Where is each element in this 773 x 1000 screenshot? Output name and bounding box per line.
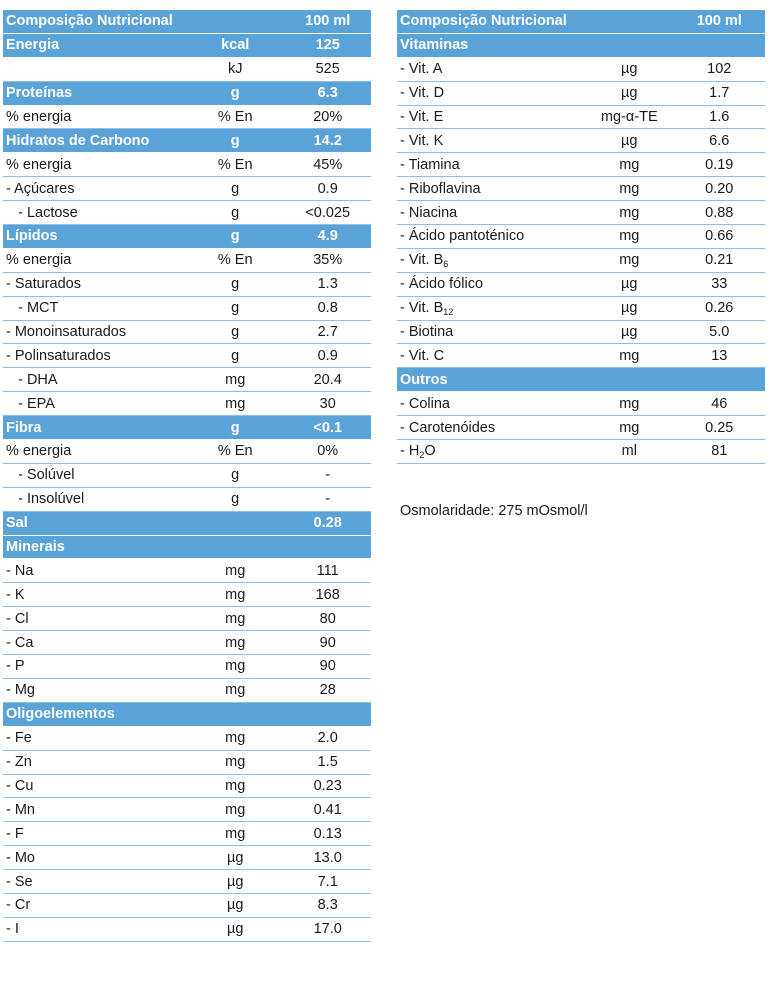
value-cell: 100 ml: [696, 13, 742, 30]
value-cell: 90: [319, 658, 336, 675]
unit-cell: mg: [225, 634, 246, 651]
value-cell: 20.4: [313, 371, 342, 388]
label-text: % energia: [6, 443, 72, 460]
value-cell: 1.3: [317, 276, 338, 293]
unit-cell: µg: [621, 132, 638, 149]
nutrient-label: [3, 802, 186, 818]
unit-cell: mg-α-TE: [600, 109, 658, 125]
value-cell: 1.5: [317, 754, 338, 771]
value-cell: 0.88: [705, 204, 734, 221]
label-text: - EPA: [6, 395, 55, 412]
label-text: - Tiamina: [400, 156, 460, 173]
value-cell: 168: [315, 586, 340, 603]
value-cell: 0.23: [313, 777, 342, 794]
nutrient-label: [3, 85, 186, 101]
table-row-acido-pantotenico: [397, 225, 765, 249]
value-cell: 0.13: [313, 825, 342, 842]
value-cell: 0.25: [705, 419, 734, 436]
label-text: - Vit. C: [400, 347, 445, 364]
table-row-dha: [3, 368, 371, 392]
label-text: - Cr: [6, 897, 31, 914]
unit-cell: µg: [621, 61, 638, 78]
nutrient-label: [3, 515, 186, 531]
table-row-carotenoides: [397, 416, 765, 440]
table-row-energia: [3, 153, 371, 177]
nutrient-label: [3, 420, 186, 436]
nutrient-label: [3, 276, 186, 292]
label-text: - I: [6, 921, 19, 938]
label-text: - Na: [6, 562, 34, 579]
unit-cell: mg: [225, 754, 246, 771]
value-cell: 8.3: [317, 897, 338, 914]
table-row-vit-e: [397, 106, 765, 130]
value-cell: 100 ml: [305, 13, 351, 30]
table-row-h2: [397, 440, 765, 464]
unit-cell: % En: [217, 156, 253, 173]
value-cell: 80: [319, 610, 336, 627]
label-text: Composição Nutricional: [400, 13, 567, 30]
value-cell: 0.9: [317, 180, 338, 197]
table-row-insoluvel: [3, 488, 371, 512]
value-cell: 102: [707, 61, 732, 78]
nutrient-label: [397, 85, 585, 101]
value-cell: 13: [711, 347, 728, 364]
right-nutrition-table: [397, 10, 765, 464]
label-text: - Vit. B: [400, 300, 444, 317]
unit-cell: µg: [226, 897, 244, 914]
unit-cell: mg: [225, 730, 246, 747]
label-text: - Lactose: [6, 204, 78, 221]
nutrient-label: [3, 205, 186, 221]
value-cell: 0.28: [313, 515, 342, 532]
unit-cell: µg: [621, 276, 638, 293]
unit-cell: mg: [619, 395, 640, 412]
label-text: - DHA: [6, 371, 58, 388]
label-text: - Solúvel: [6, 467, 75, 484]
unit-cell: g: [230, 85, 240, 102]
table-row-mct: [3, 297, 371, 321]
label-text-suffix: O: [424, 443, 436, 460]
value-cell: 0.20: [705, 180, 734, 197]
unit-cell: mg: [225, 825, 246, 842]
nutrient-label: [397, 252, 585, 268]
table-row-niacina: [397, 201, 765, 225]
table-row-energia: [3, 440, 371, 464]
label-text: - Vit. B: [400, 252, 444, 269]
table-row-ca: [3, 631, 371, 655]
label-text: - Se: [6, 873, 33, 890]
nutrient-label: [397, 181, 585, 197]
nutrient-label: [3, 300, 186, 316]
value-cell: -: [325, 467, 331, 484]
unit-cell: g: [230, 132, 240, 149]
unit-cell: mg: [225, 562, 246, 579]
unit-cell: kJ: [227, 61, 243, 78]
value-cell: 2.7: [317, 324, 338, 341]
table-row-riboflavina: [397, 177, 765, 201]
label-text: % energia: [6, 156, 72, 173]
table-row-cu: [3, 775, 371, 799]
nutrient-label: [397, 348, 585, 364]
nutrient-label: [397, 37, 585, 53]
unit-cell: mg: [619, 419, 640, 436]
nutrient-label: [3, 491, 186, 507]
section-row-proteinas: [3, 82, 371, 106]
nutrient-label: [397, 157, 585, 173]
label-text: - Niacina: [400, 204, 458, 221]
label-text: % energia: [6, 252, 72, 269]
table-header: [397, 10, 765, 34]
label-text: Minerais: [6, 539, 65, 556]
value-cell: 0%: [317, 443, 339, 460]
nutrient-label: [397, 420, 585, 436]
value-cell: 6.3: [317, 85, 338, 102]
label-text: - H: [400, 443, 420, 460]
nutrient-label: [3, 348, 186, 364]
nutrient-label: [3, 658, 186, 674]
table-row-tiamina: [397, 153, 765, 177]
nutrient-label: [3, 443, 186, 459]
label-text: - Zn: [6, 754, 32, 771]
nutrient-label: [3, 874, 186, 890]
unit-cell: µg: [621, 300, 638, 317]
unit-cell: g: [231, 180, 240, 197]
unit-cell: mg: [619, 156, 640, 173]
label-text: Energia: [6, 37, 60, 54]
nutrient-label: [397, 205, 585, 221]
nutrient-label: [397, 396, 585, 412]
label-text: - Riboflavina: [400, 180, 481, 197]
label-text: - Cl: [6, 610, 29, 627]
value-cell: 5.0: [709, 324, 730, 341]
table-row-vit-d: [397, 82, 765, 106]
label-text: - Saturados: [6, 276, 81, 293]
section-row-vitaminas: [397, 34, 765, 58]
unit-cell: mg: [225, 801, 246, 818]
subscript: 12: [443, 307, 454, 318]
table-row-epa: [3, 392, 371, 416]
value-cell: 4.9: [317, 228, 338, 245]
value-cell: 28: [319, 682, 336, 699]
unit-cell: % En: [217, 252, 253, 269]
table-row-biotina: [397, 321, 765, 345]
table-row-cl: [3, 607, 371, 631]
table-row-vit-b12: [397, 297, 765, 321]
label-text: - MCT: [6, 300, 59, 317]
unit-cell: mg: [225, 586, 246, 603]
label-text: - Fe: [6, 730, 32, 747]
table-row-na: [3, 559, 371, 583]
label-text: - Açúcares: [6, 180, 75, 197]
section-row-outros: [397, 368, 765, 392]
nutrient-label: [3, 157, 186, 173]
table-row-soluvel: [3, 464, 371, 488]
nutrient-label: [397, 13, 585, 29]
label-text: - Vit. E: [400, 109, 444, 125]
nutrient-label: [397, 133, 585, 149]
nutrient-label: [3, 228, 186, 244]
table-row-acucares: [3, 177, 371, 201]
label-text: - Vit. D: [400, 85, 445, 102]
label-text: - Ca: [6, 634, 34, 651]
table-row-acido-folico: [397, 273, 765, 297]
osmolarity-note: Osmolaridade: 275 mOsmol/l: [400, 503, 588, 519]
table-row-energia: [3, 106, 371, 130]
value-cell: 0.41: [313, 801, 342, 818]
value-cell: 1.6: [709, 109, 730, 125]
nutrient-label: [3, 921, 186, 937]
unit-cell: ml: [621, 443, 637, 460]
section-row-fibra: [3, 416, 371, 440]
nutrient-label: [3, 13, 186, 29]
unit-cell: mg: [225, 658, 246, 675]
unit-cell: mg: [225, 371, 246, 388]
value-cell: 525: [315, 61, 340, 78]
unit-cell: g: [231, 276, 240, 293]
unit-cell: mg: [225, 395, 246, 412]
label-text: Lípidos: [6, 228, 58, 245]
unit-cell: % En: [217, 443, 253, 460]
label-text: % energia: [6, 109, 72, 125]
value-cell: 0.9: [317, 347, 338, 364]
nutrient-label: [3, 109, 186, 125]
section-row-sal: [3, 512, 371, 536]
nutrient-label: [3, 181, 186, 197]
nutrient-label: [3, 252, 186, 268]
nutrient-label: [3, 850, 186, 866]
label-text: - Colina: [400, 395, 450, 412]
label-text: - Mg: [6, 682, 35, 699]
value-cell: 33: [711, 276, 728, 293]
value-cell: 0.21: [705, 252, 734, 269]
nutrient-label: [3, 37, 186, 53]
label-text: - Mo: [6, 849, 35, 866]
value-cell: 30: [319, 395, 336, 412]
nutrient-label: [397, 372, 585, 388]
section-row-energia: [3, 34, 371, 58]
unit-cell: g: [230, 228, 240, 245]
value-cell: 125: [315, 37, 340, 54]
value-cell: <0.1: [313, 419, 343, 436]
label-text: - Insolúvel: [6, 491, 85, 508]
table-header: [3, 10, 371, 34]
section-row-minerais: [3, 536, 371, 560]
label-text: Fibra: [6, 419, 42, 436]
unit-cell: mg: [619, 252, 640, 269]
value-cell: 0.66: [705, 228, 734, 245]
nutrient-label: [3, 467, 186, 483]
table-row-mn: [3, 798, 371, 822]
value-cell: 1.7: [709, 85, 730, 102]
label-text: - F: [6, 825, 24, 842]
value-cell: 90: [319, 634, 336, 651]
table-row-polinsaturados: [3, 344, 371, 368]
nutrient-label: [3, 539, 186, 555]
table-row-f: [3, 822, 371, 846]
value-cell: 6.6: [709, 132, 730, 149]
table-row-energia: [3, 249, 371, 273]
nutrient-label: [397, 443, 585, 459]
nutrient-label: [3, 635, 186, 651]
nutrient-label: [397, 276, 585, 292]
value-cell: 14.2: [313, 132, 342, 149]
label-text: - K: [6, 586, 25, 603]
label-text: Hidratos de Carbono: [6, 132, 150, 149]
unit-cell: % En: [217, 109, 253, 125]
table-row-mg: [3, 679, 371, 703]
unit-cell: g: [231, 491, 240, 508]
table-row-vit-a: [397, 58, 765, 82]
value-cell: 2.0: [317, 730, 338, 747]
value-cell: 81: [711, 443, 728, 460]
label-text: - Mn: [6, 801, 35, 818]
label-text: Vitaminas: [400, 37, 469, 54]
value-cell: 20%: [313, 109, 343, 125]
table-row-cr: [3, 894, 371, 918]
label-text: - Vit. K: [400, 132, 444, 149]
nutrient-label: [397, 324, 585, 340]
label-text: - Ácido fólico: [400, 276, 484, 293]
label-text: - Carotenóides: [400, 419, 496, 436]
table-row-saturados: [3, 273, 371, 297]
table-row-colina: [397, 392, 765, 416]
nutrient-label: [397, 228, 585, 244]
subscript: 6: [443, 259, 449, 270]
unit-cell: mg: [619, 347, 640, 364]
unit-cell: µg: [226, 849, 244, 866]
table-row-p: [3, 655, 371, 679]
nutrient-label: [3, 324, 186, 340]
unit-cell: mg: [225, 610, 246, 627]
table-row-monoinsaturados: [3, 321, 371, 345]
table-row-vit-b6: [397, 249, 765, 273]
table-row-mo: [3, 846, 371, 870]
table-row-vit-c: [397, 344, 765, 368]
label-text: - P: [6, 658, 25, 675]
label-text: Composição Nutricional: [6, 13, 173, 30]
unit-cell: g: [231, 467, 240, 484]
label-text: - Polinsaturados: [6, 347, 111, 364]
unit-cell: g: [231, 324, 240, 341]
section-row-lipidos: [3, 225, 371, 249]
label-text: - Cu: [6, 777, 34, 794]
label-text: Oligoelementos: [6, 706, 115, 723]
label-text: - Ácido pantoténico: [400, 228, 525, 245]
nutrient-label: [397, 300, 585, 316]
unit-cell: mg: [619, 180, 640, 197]
unit-cell: mg: [225, 682, 246, 699]
label-text: Outros: [400, 371, 448, 388]
unit-cell: g: [230, 419, 240, 436]
value-cell: 0.19: [705, 156, 734, 173]
table-row-zn: [3, 751, 371, 775]
nutrient-label: [3, 682, 186, 698]
label-text: Proteínas: [6, 85, 73, 102]
nutrient-label: [3, 396, 186, 412]
value-cell: -: [325, 491, 331, 508]
label-text: - Monoinsaturados: [6, 324, 127, 341]
nutrient-label: [397, 109, 585, 125]
nutrient-label: [397, 61, 585, 77]
table-row-blank: [3, 58, 371, 82]
value-cell: 111: [316, 562, 339, 579]
subscript: 2: [419, 450, 425, 461]
unit-cell: g: [231, 347, 240, 364]
unit-cell: g: [231, 300, 240, 317]
table-row-k: [3, 583, 371, 607]
nutrient-label: [3, 730, 186, 746]
value-cell: 13.0: [313, 849, 342, 866]
label-text: Sal: [6, 515, 28, 532]
value-cell: 35%: [313, 252, 343, 269]
table-row-i: [3, 918, 371, 942]
unit-cell: kcal: [221, 37, 250, 54]
unit-cell: µg: [226, 873, 244, 890]
label-text: - Vit. A: [400, 61, 443, 78]
label-text: - Biotina: [400, 324, 454, 341]
unit-cell: mg: [619, 204, 640, 221]
nutrient-label: [3, 133, 186, 149]
nutrient-label: [3, 372, 186, 388]
unit-cell: mg: [619, 228, 640, 245]
unit-cell: µg: [226, 921, 244, 938]
nutrient-label: [3, 897, 186, 913]
nutrient-label: [3, 778, 186, 794]
section-row-oligoelementos: [3, 703, 371, 727]
table-row-se: [3, 870, 371, 894]
nutrient-label: [3, 587, 186, 603]
unit-cell: mg: [225, 777, 246, 794]
nutrient-label: [3, 706, 186, 722]
nutrient-label: [3, 754, 186, 770]
table-row-fe: [3, 727, 371, 751]
unit-cell: g: [231, 204, 240, 221]
unit-cell: µg: [621, 85, 638, 102]
table-row-lactose: [3, 201, 371, 225]
nutrient-label: [3, 563, 186, 579]
value-cell: <0.025: [305, 204, 351, 221]
nutrient-label: [3, 611, 186, 627]
value-cell: 45%: [313, 156, 343, 173]
value-cell: 46: [711, 395, 728, 412]
left-nutrition-table: [3, 10, 371, 942]
value-cell: 0.26: [705, 300, 734, 317]
value-cell: 17.0: [313, 921, 342, 938]
unit-cell: µg: [621, 324, 638, 341]
value-cell: 0.8: [317, 300, 338, 317]
nutrient-label: [3, 826, 186, 842]
table-row-vit-k: [397, 129, 765, 153]
section-row-hidratos-de-carbono: [3, 129, 371, 153]
value-cell: 7.1: [317, 873, 338, 890]
